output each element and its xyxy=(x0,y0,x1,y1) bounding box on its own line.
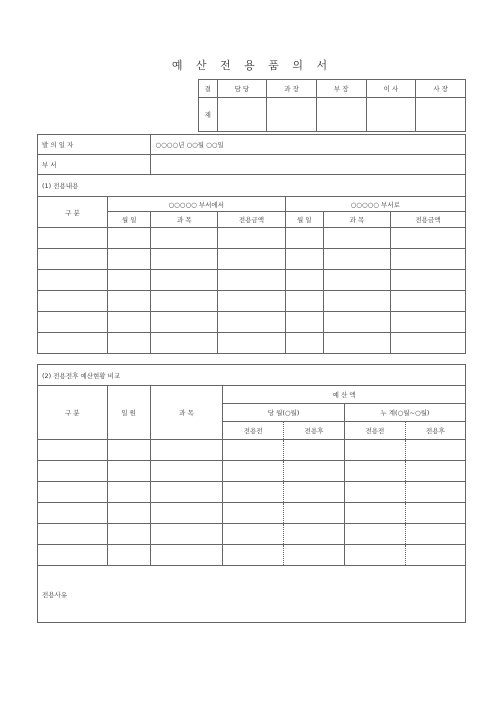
cell[interactable] xyxy=(107,524,150,545)
table-row xyxy=(38,228,466,249)
cell[interactable] xyxy=(218,291,285,312)
section1-rows xyxy=(38,228,466,354)
document-title: 예 산 전 용 품 의 서 xyxy=(171,59,333,72)
cell[interactable] xyxy=(390,291,465,312)
from-dept-header: ○○○○○ 부서에서 xyxy=(107,197,285,212)
section2-subject-col: 과 목 xyxy=(150,386,222,440)
cell[interactable] xyxy=(285,270,324,291)
cell[interactable] xyxy=(344,482,405,503)
approval-role-3: 부 장 xyxy=(316,80,366,98)
cell[interactable] xyxy=(38,249,108,270)
reason-label: 전용사유 xyxy=(38,566,466,623)
cell[interactable] xyxy=(38,503,108,524)
section2-category: 구 분 xyxy=(38,386,108,440)
table-row xyxy=(38,333,466,354)
cell[interactable] xyxy=(218,270,285,291)
approval-label-bottom: 재 xyxy=(199,98,218,132)
table-row xyxy=(38,249,466,270)
cell[interactable] xyxy=(218,228,285,249)
cell[interactable] xyxy=(150,503,222,524)
cell[interactable] xyxy=(324,249,391,270)
cell[interactable] xyxy=(38,333,108,354)
cell[interactable] xyxy=(151,291,218,312)
dept-label: 부 서 xyxy=(38,155,151,175)
cell[interactable] xyxy=(344,461,405,482)
cell[interactable] xyxy=(344,545,405,566)
cell[interactable] xyxy=(38,461,108,482)
cell[interactable] xyxy=(107,228,150,249)
cell[interactable] xyxy=(405,440,465,461)
cell[interactable] xyxy=(223,524,284,545)
approval-role-4: 이 사 xyxy=(366,80,416,98)
approval-sign-4[interactable] xyxy=(366,98,416,132)
cell[interactable] xyxy=(38,312,108,333)
table-row xyxy=(38,545,466,566)
comparison-table xyxy=(37,364,466,623)
table-row xyxy=(38,482,466,503)
approval-sign-1[interactable] xyxy=(217,98,267,132)
cell[interactable] xyxy=(223,545,284,566)
cell[interactable] xyxy=(344,524,405,545)
section1-category: 구 분 xyxy=(38,197,108,228)
cell[interactable] xyxy=(390,270,465,291)
current-month-header: 당 월(○월) xyxy=(223,404,345,422)
table-row xyxy=(38,440,466,461)
cell[interactable] xyxy=(223,440,284,461)
cell[interactable] xyxy=(151,333,218,354)
cell[interactable] xyxy=(38,524,108,545)
after-header-1: 전용후 xyxy=(284,422,345,440)
cell[interactable] xyxy=(405,524,465,545)
cell[interactable] xyxy=(405,503,465,524)
sub-header-subject-2: 과 목 xyxy=(324,212,391,228)
cell[interactable] xyxy=(38,228,108,249)
cell[interactable] xyxy=(390,228,465,249)
approval-sign-3[interactable] xyxy=(316,98,366,132)
table-row xyxy=(38,524,466,545)
cell[interactable] xyxy=(107,333,150,354)
transfer-table xyxy=(37,134,466,354)
cell[interactable] xyxy=(344,440,405,461)
approval-sign-2[interactable] xyxy=(267,98,317,132)
cell[interactable] xyxy=(38,270,108,291)
cell[interactable] xyxy=(107,312,150,333)
cell[interactable] xyxy=(324,312,391,333)
cell[interactable] xyxy=(285,312,324,333)
cell[interactable] xyxy=(150,545,222,566)
table-row xyxy=(38,503,466,524)
cell[interactable] xyxy=(38,545,108,566)
cell[interactable] xyxy=(285,228,324,249)
cell[interactable] xyxy=(223,482,284,503)
cell[interactable] xyxy=(107,503,150,524)
cell[interactable] xyxy=(285,291,324,312)
cell[interactable] xyxy=(390,333,465,354)
sub-header-amount-1: 전용금액 xyxy=(218,212,285,228)
cell[interactable] xyxy=(107,249,150,270)
section2-rows xyxy=(38,440,466,566)
cell[interactable] xyxy=(324,291,391,312)
cell[interactable] xyxy=(151,228,218,249)
budget-header: 예 산 액 xyxy=(223,386,466,404)
cell[interactable] xyxy=(107,461,150,482)
date-value[interactable]: ○○○○년 ○○월 ○○일 xyxy=(151,135,466,155)
cell[interactable] xyxy=(223,503,284,524)
cumulative-header: 누 계(○월~○월) xyxy=(344,404,465,422)
section2-heading: (2) 전용전후 예산현황 비교 xyxy=(38,365,466,386)
table-row xyxy=(38,291,466,312)
cell[interactable] xyxy=(150,461,222,482)
cell[interactable] xyxy=(150,440,222,461)
sub-header-date-1: 월 일 xyxy=(107,212,150,228)
section2-date-col: 일 원 xyxy=(107,386,150,440)
approval-role-1: 담 당 xyxy=(217,80,267,98)
cell[interactable] xyxy=(107,270,150,291)
cell[interactable] xyxy=(324,270,391,291)
date-label: 발 의 일 자 xyxy=(38,135,151,155)
table-row xyxy=(38,312,466,333)
cell[interactable] xyxy=(405,545,465,566)
cell[interactable] xyxy=(284,482,345,503)
cell[interactable] xyxy=(285,249,324,270)
cell[interactable] xyxy=(38,440,108,461)
approval-role-2: 과 장 xyxy=(267,80,317,98)
dept-value[interactable] xyxy=(151,155,466,175)
section1-heading: (1) 전용내용 xyxy=(38,175,466,197)
table-row xyxy=(38,461,466,482)
cell[interactable] xyxy=(107,291,150,312)
before-header-2: 전용전 xyxy=(344,422,405,440)
cell[interactable] xyxy=(285,333,324,354)
after-header-2: 전용후 xyxy=(405,422,465,440)
cell[interactable] xyxy=(150,524,222,545)
cell[interactable] xyxy=(107,482,150,503)
cell[interactable] xyxy=(107,545,150,566)
cell[interactable] xyxy=(151,249,218,270)
cell[interactable] xyxy=(150,482,222,503)
cell[interactable] xyxy=(218,312,285,333)
approval-label-top: 결 xyxy=(199,80,218,98)
cell[interactable] xyxy=(284,545,345,566)
cell[interactable] xyxy=(324,228,391,249)
cell[interactable] xyxy=(151,312,218,333)
cell[interactable] xyxy=(405,482,465,503)
cell[interactable] xyxy=(344,503,405,524)
sub-header-amount-2: 전용금액 xyxy=(390,212,465,228)
cell[interactable] xyxy=(284,440,345,461)
cell[interactable] xyxy=(223,461,284,482)
cell[interactable] xyxy=(284,503,345,524)
before-header-1: 전용전 xyxy=(223,422,284,440)
to-dept-header: ○○○○○ 부서로 xyxy=(285,197,466,212)
cell[interactable] xyxy=(151,270,218,291)
cell[interactable] xyxy=(390,312,465,333)
approval-sign-5[interactable] xyxy=(416,98,466,132)
cell[interactable] xyxy=(324,333,391,354)
approval-table xyxy=(198,79,466,132)
cell[interactable] xyxy=(405,461,465,482)
cell[interactable] xyxy=(284,461,345,482)
cell[interactable] xyxy=(218,333,285,354)
cell[interactable] xyxy=(107,440,150,461)
sub-header-subject-1: 과 목 xyxy=(151,212,218,228)
cell[interactable] xyxy=(284,524,345,545)
cell[interactable] xyxy=(390,249,465,270)
sub-header-date-2: 월 일 xyxy=(285,212,324,228)
cell[interactable] xyxy=(218,249,285,270)
table-row xyxy=(38,270,466,291)
cell[interactable] xyxy=(38,482,108,503)
cell[interactable] xyxy=(38,291,108,312)
approval-role-5: 사 장 xyxy=(416,80,466,98)
